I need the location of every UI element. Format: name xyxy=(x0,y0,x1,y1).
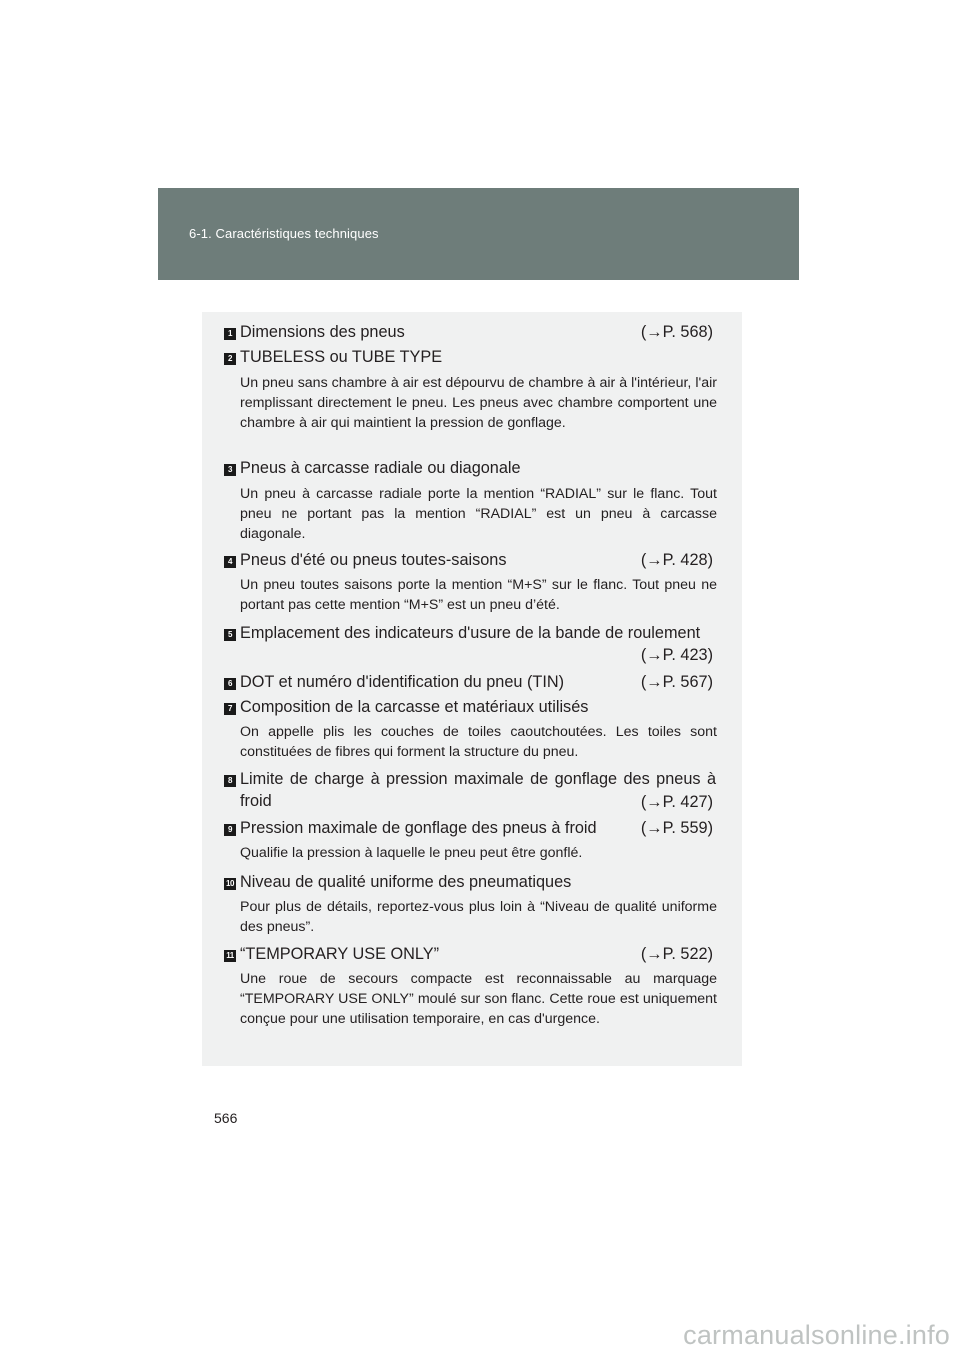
item-title: Pression maximale de gonflage des pneus à froid xyxy=(240,819,597,837)
section-title: 6-1. Caractéristiques techniques xyxy=(189,226,379,241)
item-number-badge: 5 xyxy=(224,629,236,641)
item-title: Niveau de qualité uniforme des pneumatiques xyxy=(240,873,572,891)
item-number-badge: 3 xyxy=(224,464,236,476)
page-number: 566 xyxy=(214,1110,238,1126)
item-number-badge: 2 xyxy=(224,353,236,365)
page-reference-link[interactable]: (→P. 522) xyxy=(640,945,713,963)
page-reference-link[interactable]: (→P. 567) xyxy=(640,673,713,691)
item-title: Composition de la carcasse et matériaux utilisés xyxy=(240,698,589,716)
page-reference-link[interactable]: (→P. 423) xyxy=(640,646,713,664)
item-title: Dimensions des pneus xyxy=(240,323,405,341)
item-description: Un pneu à carcasse radiale porte la mention “RADIAL” sur le flanc. Tout pneu ne portant pas la mention “RADIAL” est un pneu à carcasse diagonale. xyxy=(240,486,717,542)
item-title: DOT et numéro d'identification du pneu (TIN) xyxy=(240,673,565,691)
item-title: TUBELESS ou TUBE TYPE xyxy=(240,348,443,366)
page-reference-link[interactable]: (→P. 428) xyxy=(640,551,713,569)
item-title: Limite de charge à pression maximale de gonflage des pneus à froid xyxy=(240,770,716,810)
item-number-badge: 8 xyxy=(224,775,236,787)
item-description: Qualifie la pression à laquelle le pneu peut être gonflé. xyxy=(240,845,583,861)
item-number-badge: 10 xyxy=(224,878,236,890)
page-reference-link[interactable]: (→P. 559) xyxy=(640,819,713,837)
item-number-badge: 7 xyxy=(224,703,236,715)
item-description: Une roue de secours compacte est reconnaissable au marquage “TEMPORARY USE ONLY” moulé sur son flanc. Cette roue est uniquement conçue pour une utilisation temporaire, en cas d'urgence. xyxy=(240,971,717,1027)
item-number-badge: 11 xyxy=(224,950,236,962)
item-title: Pneus à carcasse radiale ou diagonale xyxy=(240,459,521,477)
item-title: Pneus d'été ou pneus toutes-saisons xyxy=(240,551,507,569)
item-title: Emplacement des indicateurs d'usure de la bande de roulement xyxy=(240,624,701,642)
item-number-badge: 4 xyxy=(224,556,236,568)
section-header-band xyxy=(158,188,799,280)
item-number-badge: 1 xyxy=(224,328,236,340)
tire-markings-list xyxy=(202,312,742,1066)
page-reference-link[interactable]: (→P. 427) xyxy=(640,793,713,811)
item-description: Un pneu sans chambre à air est dépourvu de chambre à air à l'intérieur, l'air remplissant directement le pneu. Les pneus avec chambre comportent une chambre à air qui maintient la pression de gonflage. xyxy=(240,375,717,431)
watermark: carmanualsonline.info xyxy=(683,1320,950,1350)
item-description: Pour plus de détails, reportez-vous plus loin à “Niveau de qualité uniforme des pneus”. xyxy=(240,899,717,935)
item-description: Un pneu toutes saisons porte la mention “M+S” sur le flanc. Tout pneu ne portant pas cette mention “M+S” est un pneu d’été. xyxy=(240,577,717,613)
page-reference-link[interactable]: (→P. 568) xyxy=(640,323,713,341)
item-number-badge: 6 xyxy=(224,678,236,690)
item-title: “TEMPORARY USE ONLY” xyxy=(240,945,440,963)
item-description: On appelle plis les couches de toiles caoutchoutées. Les toiles sont constituées de fibres qui forment la structure du pneu. xyxy=(240,724,717,760)
item-number-badge: 9 xyxy=(224,824,236,836)
